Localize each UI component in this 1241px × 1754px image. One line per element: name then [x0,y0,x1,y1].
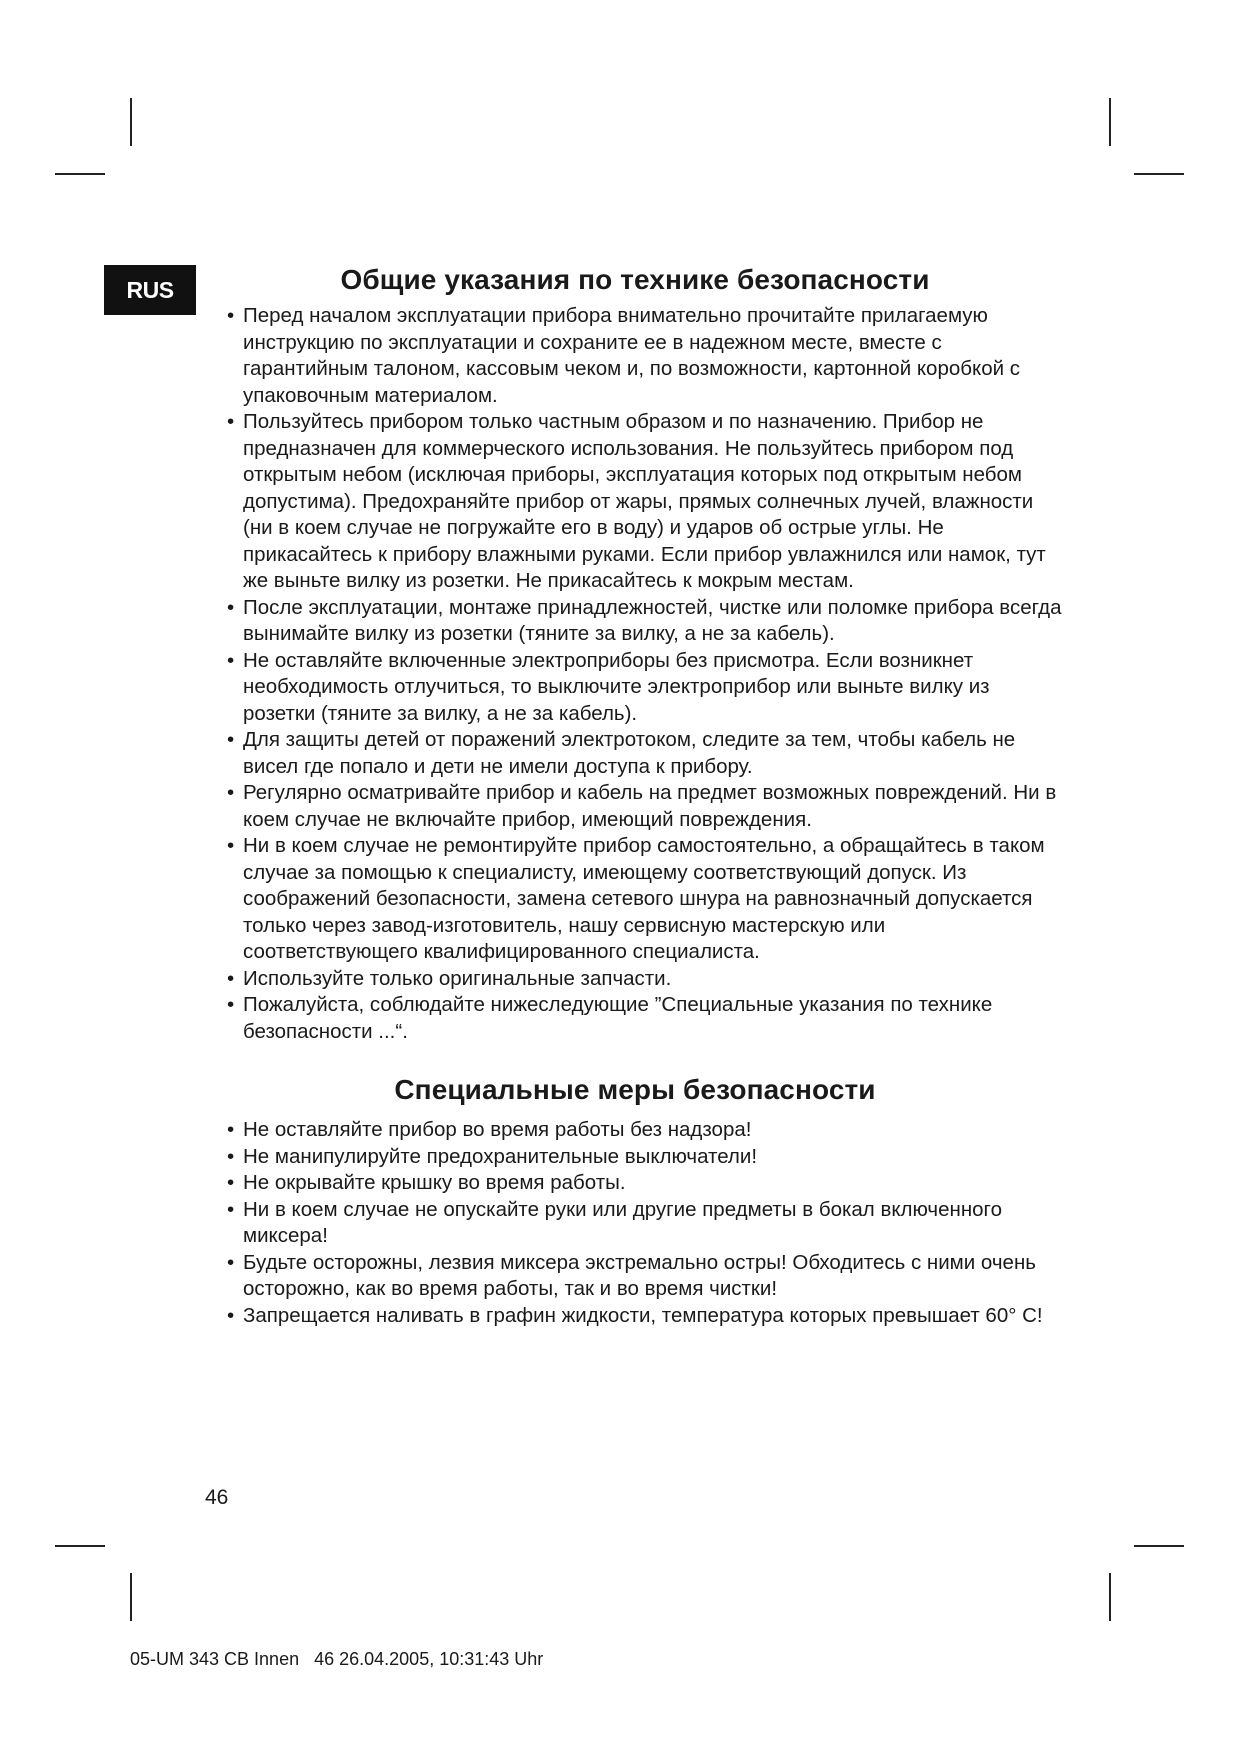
crop-mark-top-left-horizontal [55,173,105,175]
list-item-text: Используйте только оригинальные запчасти. [243,966,672,990]
list-item-text: Не оставляйте включенные электроприборы без присмотра. Если возникнет необходимость отлучиться, то выключите электроприбор или выньте вилку из розетки (тяните за вилку, а не за кабель). [243,648,990,725]
crop-mark-bottom-left-horizontal [55,1545,105,1547]
bullet-icon: • [227,728,235,751]
bullet-icon: • [227,648,235,672]
list-item [205,1250,1065,1303]
language-tab: RUS [104,265,196,315]
list-item [205,992,1065,1045]
bullet-icon: • [227,1118,235,1141]
special-safety-list [205,1117,1065,1329]
crop-mark-top-right-vertical [1109,98,1111,146]
bullet-icon: • [227,1171,235,1194]
list-item [205,648,1065,728]
list-item-text: Не окрывайте крышку во время работы. [243,1171,626,1194]
list-item-text: Пользуйтесь прибором только частным образом и по назначению. Прибор не предназначен для коммерческого использования. Не пользуйтесь прибором под открытым небом (исключая приборы, эксплуатация которых под открытым небом допустима). Предохраняйте прибор от жары, прямых солнечных лучей, влажности (ни в коем случае не погружайте его в воду) и ударов об острые углы. Не прикасайтесь к прибору влажными руками. Если прибор увлажнился или намок, тут же выньте вилку из розетки. Не прикасайтесь к мокрым местам. [243,410,1046,592]
bullet-icon: • [227,304,235,327]
page-content [205,257,1065,1329]
list-item-text: Пожалуйста, соблюдайте нижеследующие ”Специальные указания по технике безопасности ...“. [243,993,993,1043]
bullet-icon: • [227,1197,235,1221]
bullet-icon: • [227,834,235,857]
list-item [205,303,1065,409]
crop-mark-top-left-vertical [130,98,132,146]
bullet-icon: • [227,1144,235,1168]
general-safety-title: Общие указания по технике безопасности [340,264,930,295]
bullet-icon: • [227,966,235,990]
list-item-text: Не оставляйте прибор во время работы без надзора! [243,1118,752,1141]
crop-mark-bottom-left-vertical [130,1573,132,1621]
list-item-text: Будьте осторожны, лезвия миксера экстремально остры! Обходитесь с ними очень осторожно, как во время работы, так и во время чистки! [243,1250,1036,1300]
bullet-icon: • [227,595,235,619]
list-item-text: Для защиты детей от поражений электротоком, следите за тем, чтобы кабель не висел где попало и дети не имели доступа к прибору. [243,728,1016,778]
list-item [205,1303,1065,1330]
list-item [205,1170,1065,1197]
list-item-text: Не манипулируйте предохранительные выключатели! [243,1144,758,1168]
list-item-text: Ни в коем случае не ремонтируйте прибор самостоятельно, а обращайтесь в таком случае за помощью к специалисту, имеющему соответствующий допуск. Из соображений безопасности, замена сетевого шнура на равнозначный допускается только через завод-изготовитель, нашу сервисную мастерскую или соответствующего квалифицированного специалиста. [243,834,1045,963]
general-safety-section [205,257,1065,1045]
list-item [205,595,1065,648]
page-number: 46 [205,1486,229,1509]
list-item [205,1117,1065,1144]
bullet-icon: • [227,1303,235,1327]
list-item [205,966,1065,993]
special-safety-title: Специальные меры безопасности [394,1074,876,1105]
list-item-text: Перед началом эксплуатации прибора внимательно прочитайте прилагаемую инструкцию по эксплуатации и сохраните ее в надежном месте, вместе с гарантийным талоном, кассовым чеком и, по возможности, картонной коробкой с упаковочным материалом. [243,304,1020,407]
list-item-text: Ни в коем случае не опускайте руки или другие предметы в бокал включенного миксера! [243,1197,1002,1247]
list-item [205,1197,1065,1250]
list-item-text: После эксплуатации, монтаже принадлежностей, чистке или поломке прибора всегда вынимайте вилку из розетки (тяните за вилку, а не за кабель). [243,595,1062,645]
bullet-icon: • [227,1250,235,1274]
list-item [205,1144,1065,1171]
crop-mark-bottom-right-vertical [1109,1573,1111,1621]
bullet-icon: • [227,993,235,1016]
list-item [205,780,1065,833]
crop-mark-bottom-right-horizontal [1134,1545,1184,1547]
list-item [205,409,1065,595]
list-item-text: Регулярно осматривайте прибор и кабель на предмет возможных повреждений. Ни в коем случае не включайте прибор, имеющий повреждения. [243,781,1057,831]
print-footer: 05-UM 343 CB Innen 46 26.04.2005, 10:31:43 Uhr [130,1649,544,1669]
list-item [205,727,1065,780]
bullet-icon: • [227,781,235,804]
list-item [205,833,1065,966]
bullet-icon: • [227,410,235,433]
crop-mark-top-right-horizontal [1134,173,1184,175]
special-safety-section [205,1067,1065,1329]
general-safety-list [205,303,1065,1045]
list-item-text: Запрещается наливать в графин жидкости, температура которых превышает 60° C! [243,1303,1043,1327]
